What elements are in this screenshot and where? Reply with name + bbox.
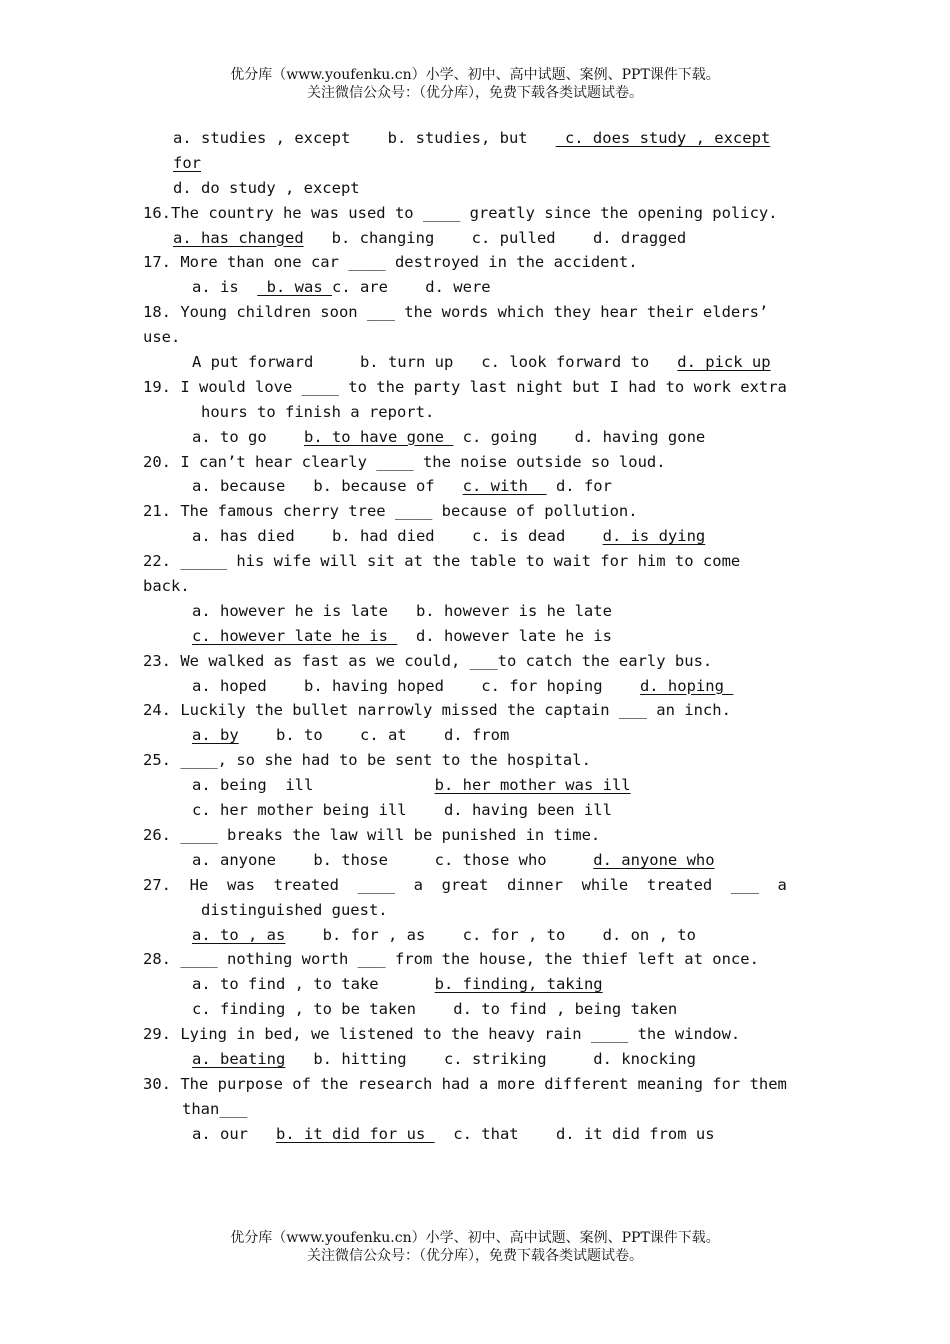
footer-line-1: 优分库（www.youfenku.cn）小学、初中、高中试题、案例、PPT课件下载。 <box>230 1230 720 1246</box>
text-segment: distinguished guest. <box>201 900 388 919</box>
text-segment: than___ <box>182 1099 248 1118</box>
text-line <box>143 1022 823 1047</box>
text-segment: a. anyone b. those c. those who <box>192 850 594 869</box>
text-line <box>143 201 823 226</box>
underlined-answer: b. it did for us <box>276 1124 435 1143</box>
text-line <box>143 947 823 972</box>
text-line <box>143 151 823 176</box>
underlined-answer: b. her mother was ill <box>434 776 631 795</box>
text-line <box>143 275 823 300</box>
question-list <box>143 126 823 1147</box>
text-segment: use. <box>143 328 181 347</box>
text-line <box>143 599 823 624</box>
text-line <box>143 126 823 151</box>
text-segment: a. because b. because of <box>192 477 463 496</box>
text-segment: c. that d. it did from us <box>434 1124 715 1143</box>
text-line <box>143 997 823 1022</box>
text-segment: 26. ____ breaks the law will be punished in time. <box>143 825 601 844</box>
text-line <box>143 972 823 997</box>
underlined-answer: for <box>173 153 201 172</box>
underlined-answer: b. to have gone <box>303 427 454 446</box>
text-segment: c. finding , to be taken d. to find , being taken <box>192 1000 678 1019</box>
text-segment: 18. Young children soon ___ the words which they hear their elders’ <box>143 303 769 322</box>
text-line <box>143 400 823 425</box>
text-segment: 17. More than one car ____ destroyed in the accident. <box>143 253 638 272</box>
text-segment: 24. Luckily the bullet narrowly missed the captain ___ an inch. <box>143 701 731 720</box>
text-segment: c. are d. were <box>331 278 491 297</box>
underlined-answer: b. was <box>257 278 332 297</box>
text-segment: 28. ____ nothing worth ___ from the house, the thief left at once. <box>143 950 759 969</box>
underlined-answer: a. by <box>192 726 239 745</box>
text-segment: 27. He was treated ____ a great dinner while treated ___ a <box>143 875 787 894</box>
page-header <box>0 66 950 102</box>
text-line <box>143 1047 823 1072</box>
text-line <box>143 649 823 674</box>
text-line <box>143 698 823 723</box>
text-segment: a. being ill <box>192 776 435 795</box>
text-segment: a. to go <box>192 427 304 446</box>
text-segment: b. hitting c. striking d. knocking <box>285 1049 696 1068</box>
underlined-answer: d. is dying <box>602 527 706 546</box>
text-line <box>143 1097 823 1122</box>
text-segment: A put forward b. turn up c. look forward to <box>192 353 678 372</box>
text-line <box>143 1122 823 1147</box>
text-segment: hours to finish a report. <box>201 402 435 421</box>
text-line <box>143 450 823 475</box>
text-segment: b. changing c. pulled d. dragged <box>303 228 687 247</box>
text-segment: d. for <box>546 477 612 496</box>
text-line <box>143 176 823 201</box>
text-line <box>143 848 823 873</box>
text-segment: a. hoped b. having hoped c. for hoping <box>192 676 640 695</box>
text-segment: 22. _____ his wife will sit at the table to wait for him to come <box>143 552 741 571</box>
text-segment: a. to find , to take <box>192 975 435 994</box>
text-segment: a. has died b. had died c. is dead <box>192 527 603 546</box>
text-line <box>143 524 823 549</box>
text-segment: 23. We walked as fast as we could, ___to catch the early bus. <box>143 651 713 670</box>
text-segment: d. however late he is <box>397 626 612 645</box>
text-line <box>143 873 823 898</box>
text-segment: 20. I can’t hear clearly ____ the noise outside so loud. <box>143 452 666 471</box>
text-segment: c. her mother being ill d. having been ill <box>192 801 612 820</box>
text-line <box>143 474 823 499</box>
text-line <box>143 624 823 649</box>
footer-line-2: 关注微信公众号：（优分库），免费下载各类试题试卷。 <box>307 1248 643 1264</box>
text-segment: a. however he is late b. however is he late <box>192 601 612 620</box>
text-line <box>143 1072 823 1097</box>
text-line <box>143 250 823 275</box>
text-segment: a. our <box>192 1124 276 1143</box>
text-segment: b. to c. at d. from <box>238 726 510 745</box>
header-line-1: 优分库（www.youfenku.cn）小学、初中、高中试题、案例、PPT课件下载。 <box>230 67 720 83</box>
text-line <box>143 375 823 400</box>
text-line <box>143 350 823 375</box>
text-line <box>143 325 823 350</box>
underlined-answer: a. has changed <box>173 228 304 247</box>
underlined-answer: c. does study , except <box>555 129 771 147</box>
text-segment: 21. The famous cherry tree ____ because of pollution. <box>143 502 638 521</box>
text-line <box>143 300 823 325</box>
text-line <box>143 574 823 599</box>
text-line <box>143 798 823 823</box>
text-segment: a. studies , except b. studies, but <box>173 129 556 147</box>
text-segment: 19. I would love ____ to the party last night but I had to work extra <box>143 377 787 396</box>
underlined-answer: a. beating <box>192 1049 286 1068</box>
text-segment: back. <box>143 577 190 596</box>
underlined-answer: d. pick up <box>677 353 771 372</box>
text-segment: c. going d. having gone <box>453 427 706 446</box>
text-segment: a. is <box>192 278 258 297</box>
text-line <box>143 723 823 748</box>
header-line-2: 关注微信公众号：（优分库），免费下载各类试题试卷。 <box>307 85 643 101</box>
text-line <box>143 674 823 699</box>
text-segment: 16.The country he was used to ____ greatly since the opening policy. <box>143 203 778 222</box>
underlined-answer: d. hoping <box>639 676 734 695</box>
text-line <box>143 748 823 773</box>
text-line <box>143 823 823 848</box>
underlined-answer: a. to , as <box>192 925 286 944</box>
underlined-answer: c. however late he is <box>192 626 398 645</box>
page-footer <box>0 1229 950 1265</box>
text-line <box>143 226 823 251</box>
text-segment: 30. The purpose of the research had a more different meaning for them <box>143 1074 787 1093</box>
text-segment: 29. Lying in bed, we listened to the heavy rain ____ the window. <box>143 1025 741 1044</box>
text-line <box>143 898 823 923</box>
text-line <box>143 923 823 948</box>
text-line <box>143 773 823 798</box>
text-segment: b. for , as c. for , to d. on , to <box>285 925 696 944</box>
text-line <box>143 425 823 450</box>
text-segment: d. do study , except <box>173 178 360 197</box>
text-line <box>143 499 823 524</box>
text-line <box>143 549 823 574</box>
text-segment: 25. ____, so she had to be sent to the hospital. <box>143 751 591 770</box>
underlined-answer: c. with <box>462 477 547 496</box>
underlined-answer: d. anyone who <box>593 850 715 869</box>
underlined-answer: b. finding, taking <box>434 975 603 994</box>
